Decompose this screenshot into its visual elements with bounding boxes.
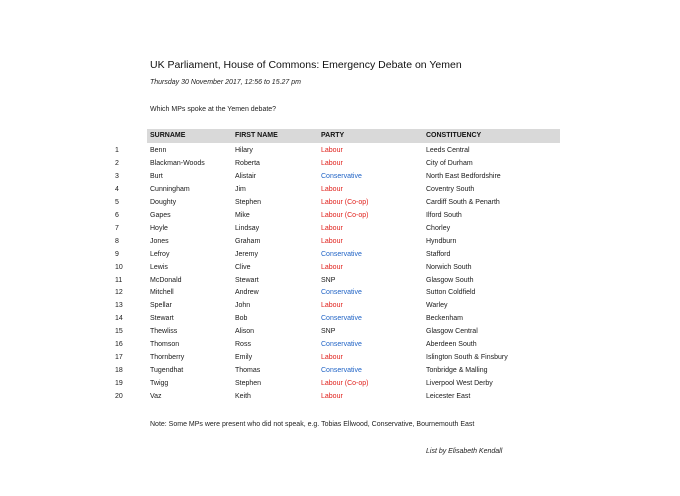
row-number: 6 <box>115 211 119 219</box>
party-cell: SNP <box>321 276 336 284</box>
table-row <box>0 379 680 392</box>
surname-cell: Benn <box>150 147 167 154</box>
party-cell: Conservative <box>321 367 362 375</box>
row-number: 10 <box>115 263 123 271</box>
constituency-cell: City of Durham <box>426 159 473 167</box>
first-name-cell: Jim <box>235 185 246 193</box>
row-number: 14 <box>115 315 123 323</box>
party-cell: Conservative <box>321 172 362 180</box>
row-number: 18 <box>115 367 123 375</box>
constituency-cell: Warley <box>426 302 448 310</box>
header-first-name: FIRST NAME <box>235 132 278 139</box>
party-cell: Labour (Co-op) <box>321 380 369 388</box>
constituency-cell: North East Bedfordshire <box>426 172 501 180</box>
table-row <box>0 353 680 366</box>
surname-cell: Burt <box>150 172 163 180</box>
row-number: 3 <box>115 172 119 180</box>
party-cell: Labour <box>321 354 343 362</box>
table-row <box>0 288 680 301</box>
party-cell: Conservative <box>321 315 362 323</box>
row-number: 9 <box>115 250 119 258</box>
constituency-cell: Liverpool West Derby <box>426 380 493 388</box>
constituency-cell: Stafford <box>426 250 451 258</box>
first-name-cell: Roberta <box>235 159 260 167</box>
row-number: 5 <box>115 198 119 206</box>
first-name-cell: Bob <box>235 315 248 323</box>
surname-cell: Jones <box>150 237 169 245</box>
surname-cell: Gapes <box>150 211 171 219</box>
constituency-cell: Islington South & Finsbury <box>426 354 508 362</box>
first-name-cell: John <box>235 302 251 310</box>
row-number: 11 <box>115 276 123 284</box>
party-cell: Labour <box>321 147 343 154</box>
table-row <box>0 366 680 379</box>
header-surname: SURNAME <box>150 132 186 139</box>
surname-cell: Hoyle <box>150 224 168 232</box>
row-number: 13 <box>115 302 123 310</box>
constituency-cell: Tonbridge & Malling <box>426 367 488 375</box>
row-number: 12 <box>115 289 123 297</box>
table-header <box>147 129 560 143</box>
table-row <box>0 237 680 250</box>
first-name-cell: Alison <box>235 328 255 336</box>
constituency-cell: Chorley <box>426 224 451 232</box>
surname-cell: Blackman-Woods <box>150 159 205 167</box>
constituency-cell: Hyndburn <box>426 237 457 245</box>
row-number: 19 <box>115 380 123 388</box>
row-number: 20 <box>115 393 123 401</box>
party-cell: Labour (Co-op) <box>321 211 369 219</box>
constituency-cell: Beckenham <box>426 315 463 323</box>
surname-cell: Thornberry <box>150 354 185 362</box>
first-name-cell: Ross <box>235 341 251 349</box>
table-row <box>0 250 680 263</box>
surname-cell: Lefroy <box>150 250 170 258</box>
row-number: 17 <box>115 354 123 362</box>
first-name-cell: Clive <box>235 263 251 271</box>
first-name-cell: Stewart <box>235 276 259 284</box>
party-cell: Labour <box>321 185 343 193</box>
table-row <box>0 276 680 289</box>
row-number: 15 <box>115 328 123 336</box>
party-cell: SNP <box>321 328 336 336</box>
table-row <box>0 185 680 198</box>
surname-cell: Spellar <box>150 302 172 310</box>
header-party: PARTY <box>321 132 345 139</box>
first-name-cell: Stephen <box>235 198 262 206</box>
constituency-cell: Sutton Coldfield <box>426 289 476 297</box>
table-row <box>0 159 680 172</box>
surname-cell: Cunningham <box>150 185 190 193</box>
party-cell: Conservative <box>321 341 362 349</box>
row-number: 4 <box>115 185 119 193</box>
table-row <box>0 314 680 327</box>
surname-cell: Tugendhat <box>150 367 184 375</box>
first-name-cell: Keith <box>235 393 251 401</box>
surname-cell: Lewis <box>150 263 168 271</box>
surname-cell: Thewliss <box>150 328 178 336</box>
first-name-cell: Mike <box>235 211 250 219</box>
first-name-cell: Thomas <box>235 367 261 375</box>
header-constituency: CONSTITUENCY <box>426 132 482 139</box>
party-cell: Labour (Co-op) <box>321 198 369 206</box>
footnote: Note: Some MPs were present who did not speak, e.g. Tobias Ellwood, Conservative, Bournemouth East <box>150 421 475 428</box>
row-number: 1 <box>115 147 119 154</box>
row-number: 2 <box>115 159 119 167</box>
question-text: Which MPs spoke at the Yemen debate? <box>150 106 277 113</box>
constituency-cell: Glasgow South <box>426 276 474 284</box>
credit-line: List by Elisabeth Kendall <box>426 448 503 455</box>
surname-cell: Mitchell <box>150 289 174 297</box>
surname-cell: Twigg <box>150 380 169 388</box>
surname-cell: Vaz <box>150 393 162 401</box>
first-name-cell: Hilary <box>235 147 253 154</box>
constituency-cell: Leicester East <box>426 393 471 401</box>
first-name-cell: Lindsay <box>235 224 260 232</box>
table-row <box>0 301 680 314</box>
document-title: UK Parliament, House of Commons: Emergency Debate on Yemen <box>150 59 462 71</box>
document-subtitle: Thursday 30 November 2017, 12:56 to 15.27 pm <box>150 79 301 86</box>
table-row <box>0 327 680 340</box>
constituency-cell: Ilford South <box>426 211 462 219</box>
party-cell: Labour <box>321 237 343 245</box>
row-number: 7 <box>115 224 119 232</box>
party-cell: Labour <box>321 302 343 310</box>
table-row <box>0 172 680 185</box>
party-cell: Conservative <box>321 250 362 258</box>
table-row <box>0 340 680 353</box>
party-cell: Conservative <box>321 289 362 297</box>
constituency-cell: Coventry South <box>426 185 475 193</box>
surname-cell: Thomson <box>150 341 180 349</box>
table-row <box>0 224 680 237</box>
party-cell: Labour <box>321 159 343 167</box>
first-name-cell: Stephen <box>235 380 262 388</box>
party-cell: Labour <box>321 224 343 232</box>
constituency-cell: Norwich South <box>426 263 472 271</box>
first-name-cell: Emily <box>235 354 253 362</box>
surname-cell: Stewart <box>150 315 174 323</box>
surname-cell: McDonald <box>150 276 182 284</box>
first-name-cell: Andrew <box>235 289 259 297</box>
constituency-cell: Cardiff South & Penarth <box>426 198 500 206</box>
party-cell: Labour <box>321 393 343 401</box>
party-cell: Labour <box>321 263 343 271</box>
row-number: 16 <box>115 341 123 349</box>
constituency-cell: Glasgow Central <box>426 328 478 336</box>
first-name-cell: Graham <box>235 237 261 245</box>
surname-cell: Doughty <box>150 198 177 206</box>
table-row <box>0 263 680 276</box>
first-name-cell: Alistair <box>235 172 257 180</box>
constituency-cell: Leeds Central <box>426 147 470 154</box>
table-row <box>0 211 680 224</box>
table-row <box>0 198 680 211</box>
constituency-cell: Aberdeen South <box>426 341 477 349</box>
first-name-cell: Jeremy <box>235 250 258 258</box>
table-row <box>0 146 680 159</box>
table-row <box>0 392 680 405</box>
row-number: 8 <box>115 237 119 245</box>
